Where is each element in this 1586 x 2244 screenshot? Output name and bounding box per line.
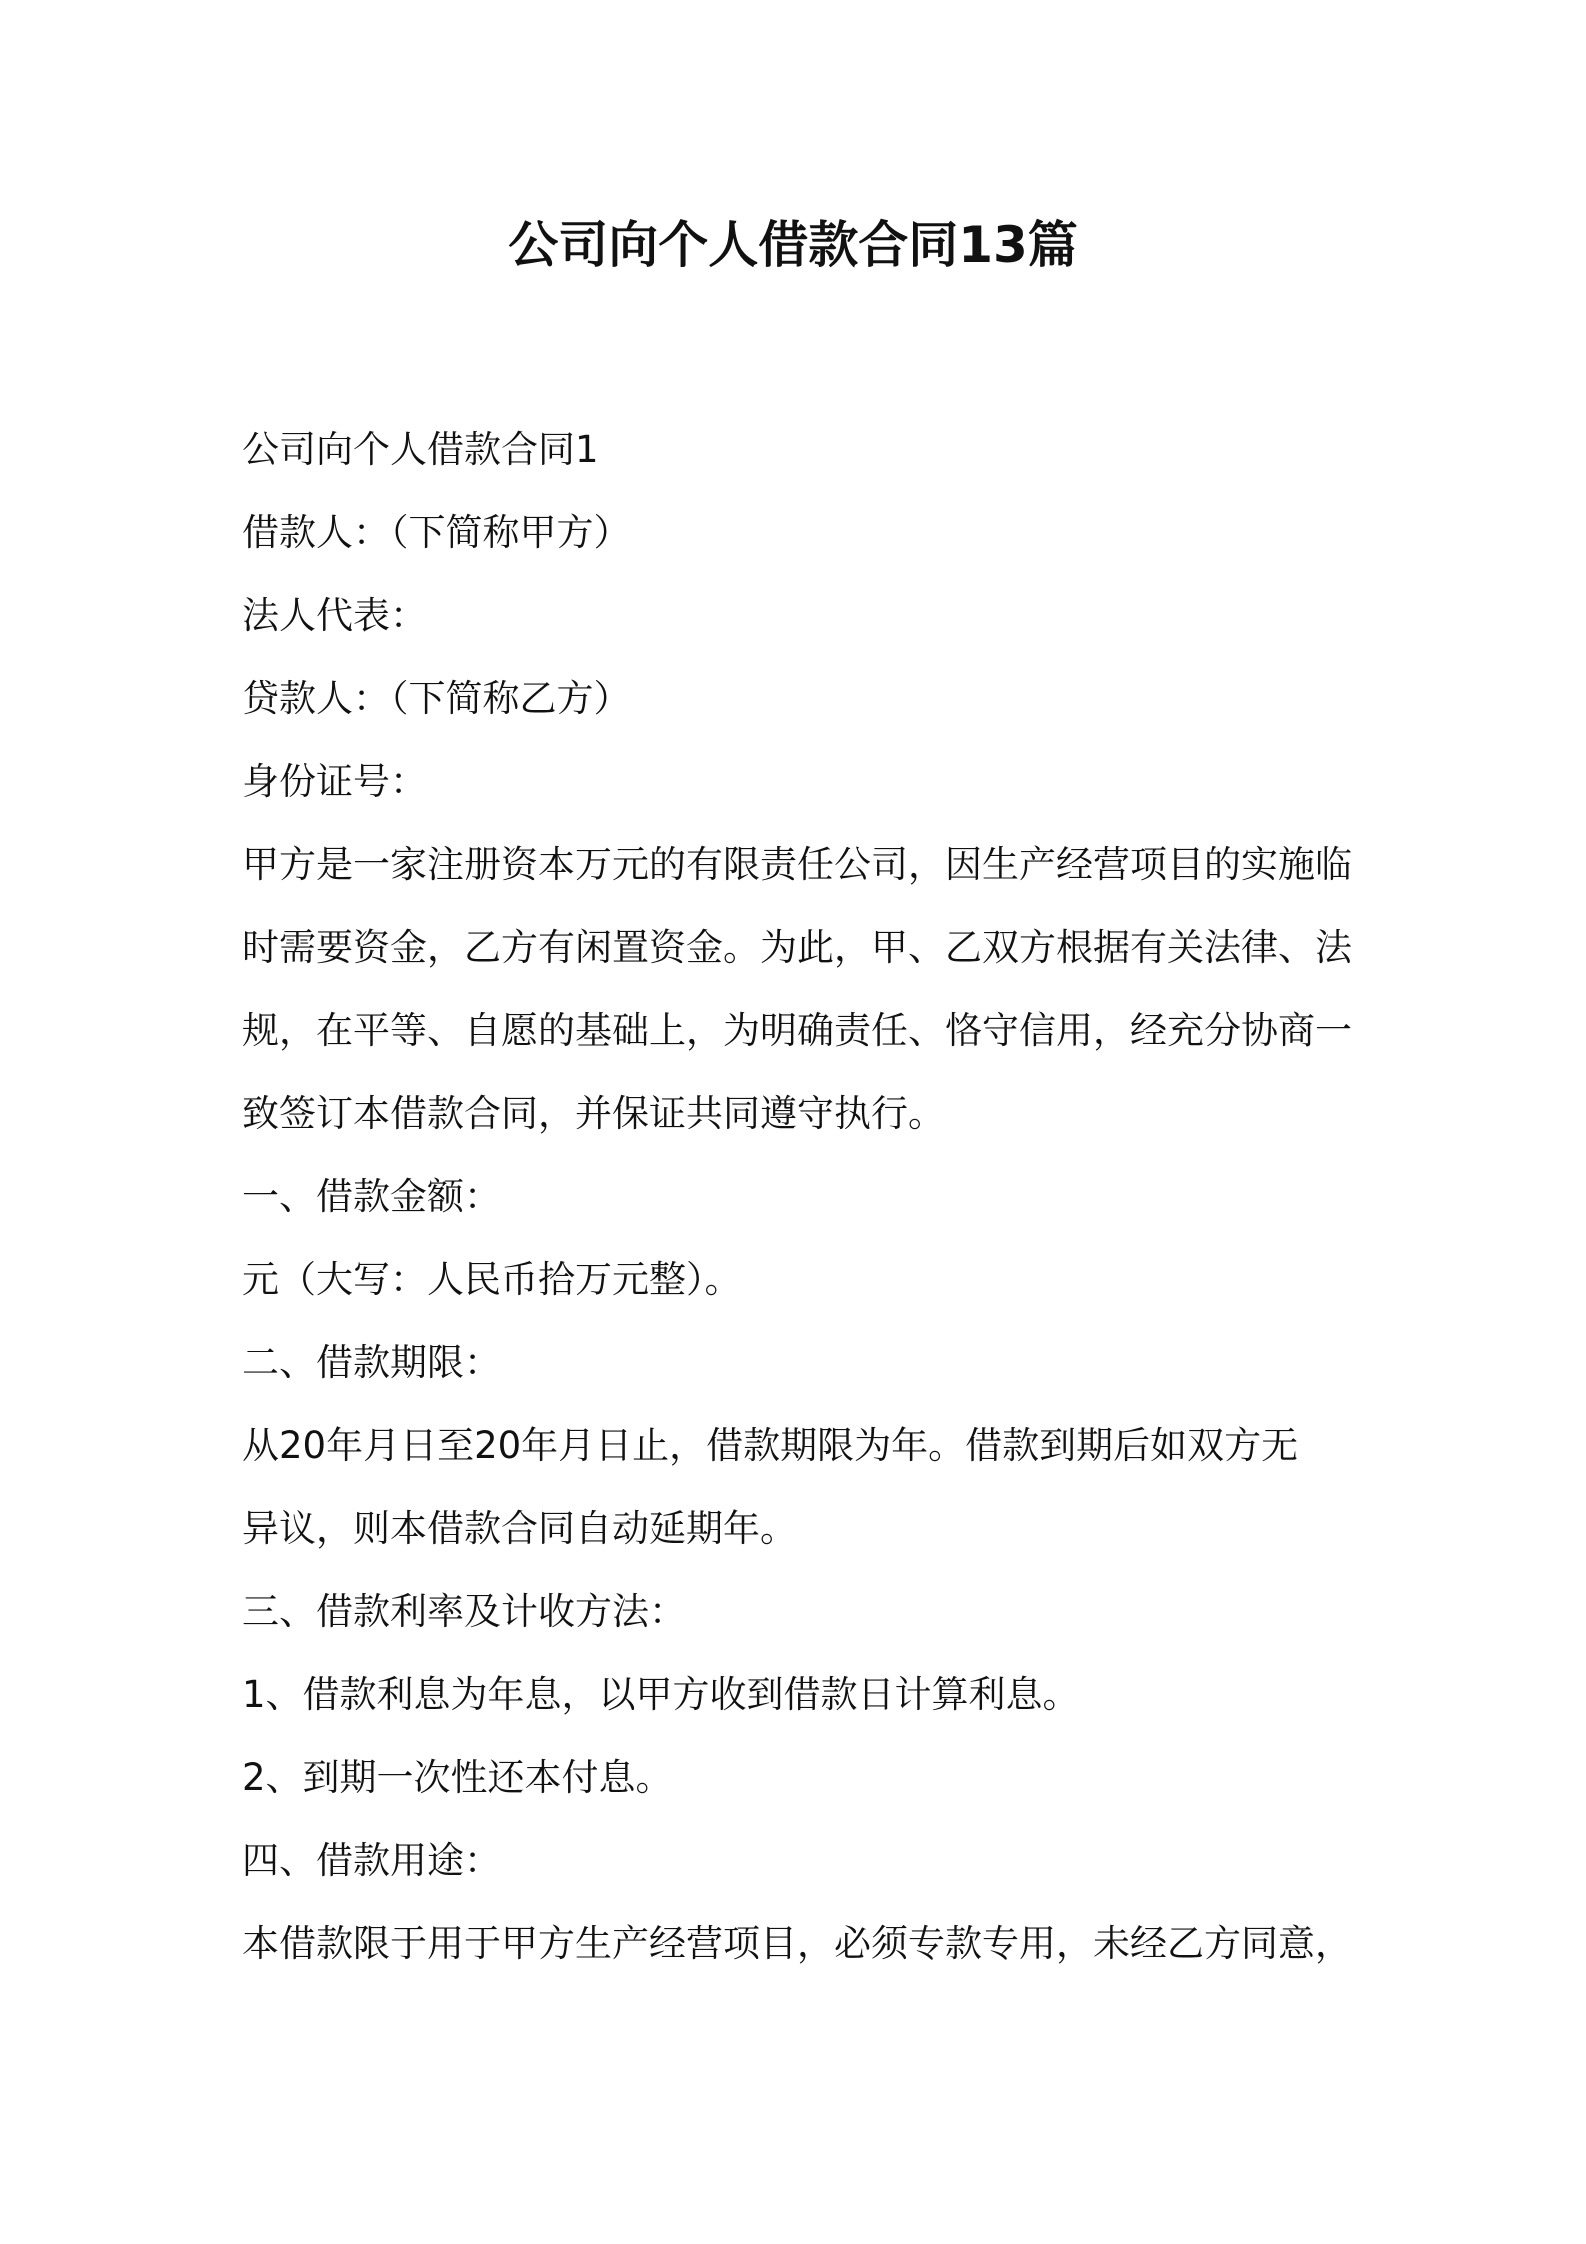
borrower-line: 借款人：（下简称甲方） bbox=[242, 511, 631, 554]
loan-purpose-line: 本借款限于用于甲方生产经营项目，必须专款专用，未经乙方同意， bbox=[242, 1922, 1352, 1965]
document-title: 公司向个人借款合同13篇 bbox=[508, 216, 1078, 274]
section-1-heading: 一、借款金额： bbox=[242, 1175, 501, 1218]
section-4-heading: 四、借款用途： bbox=[242, 1839, 501, 1882]
preamble-line-4: 致签订本借款合同，并保证共同遵守执行。 bbox=[242, 1092, 945, 1135]
interest-item-1: 1、借款利息为年息，以甲方收到借款日计算利息。 bbox=[242, 1673, 1080, 1716]
lender-line: 贷款人：（下简称乙方） bbox=[242, 677, 631, 720]
loan-term-line-2: 异议，则本借款合同自动延期年。 bbox=[242, 1507, 797, 1550]
loan-amount-line: 元（大写：人民币拾万元整）。 bbox=[242, 1258, 742, 1301]
contract-heading: 公司向个人借款合同1 bbox=[242, 428, 599, 471]
preamble-line-2: 时需要资金，乙方有闲置资金。为此，甲、乙双方根据有关法律、法 bbox=[242, 926, 1352, 969]
loan-term-line-1: 从20年月日至20年月日止，借款期限为年。借款到期后如双方无 bbox=[242, 1424, 1299, 1467]
preamble-line-3: 规，在平等、自愿的基础上，为明确责任、恪守信用，经充分协商一 bbox=[242, 1009, 1352, 1052]
section-2-heading: 二、借款期限： bbox=[242, 1341, 501, 1384]
id-number-line: 身份证号： bbox=[242, 760, 427, 803]
interest-item-2: 2、到期一次性还本付息。 bbox=[242, 1756, 673, 1799]
legal-representative-line: 法人代表： bbox=[242, 594, 427, 637]
preamble-line-1: 甲方是一家注册资本万元的有限责任公司，因生产经营项目的实施临 bbox=[242, 843, 1352, 886]
document-body bbox=[242, 408, 1362, 1985]
section-3-heading: 三、借款利率及计收方法： bbox=[242, 1590, 686, 1633]
